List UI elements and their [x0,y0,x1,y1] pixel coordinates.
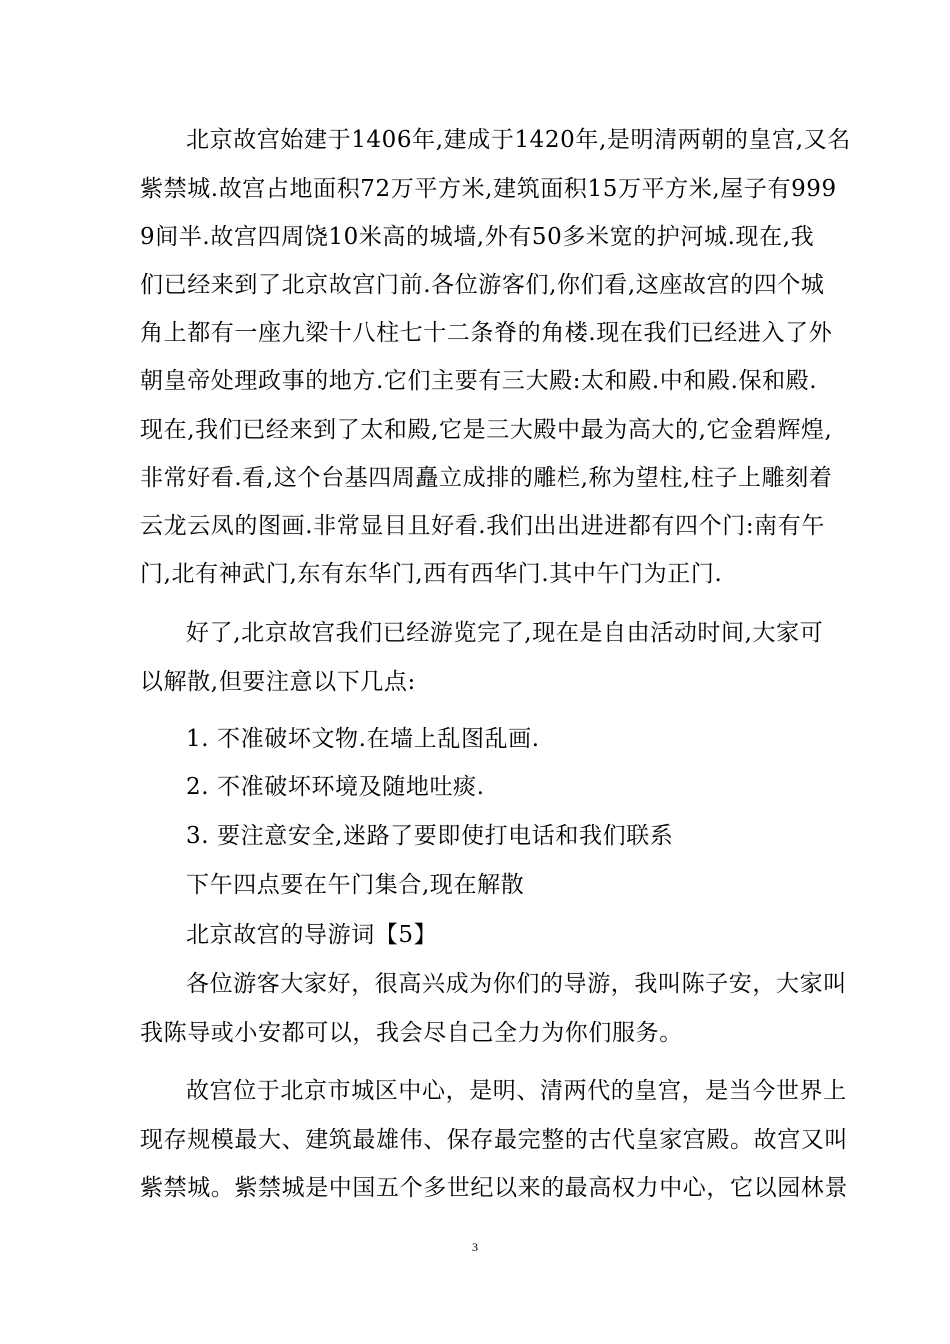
text-line: 现在,我们已经来到了太和殿,它是三大殿中最为高大的,它金碧辉煌, [140,417,833,443]
text-line: 们已经来到了北京故宫门前.各位游客们,你们看,这座故宫的四个城 [140,272,825,298]
text-line: 角上都有一座九梁十八柱七十二条脊的角楼.现在我们已经进入了外 [140,320,833,346]
text-line: 故宫位于北京市城区中心，是明、清两代的皇宫，是当今世界上 [186,1078,847,1104]
list-item: 2. 不准破坏环境及随地吐痰. [186,774,485,800]
text-line: 各位游客大家好，很高兴成为你们的导游，我叫陈子安，大家叫 [186,971,847,997]
text-line: 好了,北京故宫我们已经游览完了,现在是自由活动时间,大家可 [186,620,824,646]
text-line: 紫禁城。紫禁城是中国五个多世纪以来的最高权力中心，它以园林景 [140,1175,848,1201]
text-line: 朝皇帝处理政事的地方.它们主要有三大殿:太和殿.中和殿.保和殿. [140,368,818,394]
text-line: 我陈导或小安都可以，我会尽自己全力为你们服务。 [140,1020,683,1046]
list-item: 3. 要注意安全,迷路了要即使打电话和我们联系 [186,823,674,849]
text-line: 下午四点要在午门集合,现在解散 [186,872,525,898]
text-line: 9间半.故宫四周饶10米高的城墙,外有50多米宽的护河城.现在,我 [140,224,815,250]
page-number: 3 [472,1240,478,1254]
text-line: 北京故宫始建于1406年,建成于1420年,是明清两朝的皇宫,又名 [186,127,851,153]
section-heading: 北京故宫的导游词【5】 [186,922,438,948]
text-line: 现存规模最大、建筑最雄伟、保存最完整的古代皇家宫殿。故宫又叫 [140,1127,848,1153]
list-item: 1. 不准破坏文物.在墙上乱图乱画. [186,726,540,752]
text-line: 非常好看.看,这个台基四周矗立成排的雕栏,称为望柱,柱子上雕刻着 [140,465,833,491]
text-line: 以解散,但要注意以下几点: [140,669,416,695]
text-line: 紫禁城.故宫占地面积72万平方米,建筑面积15万平方米,屋子有999 [140,176,837,202]
text-line: 云龙云凤的图画.非常显目且好看.我们出出进进都有四个门:南有午 [140,513,825,539]
text-line: 门,北有神武门,东有东华门,西有西华门.其中午门为正门. [140,561,723,587]
